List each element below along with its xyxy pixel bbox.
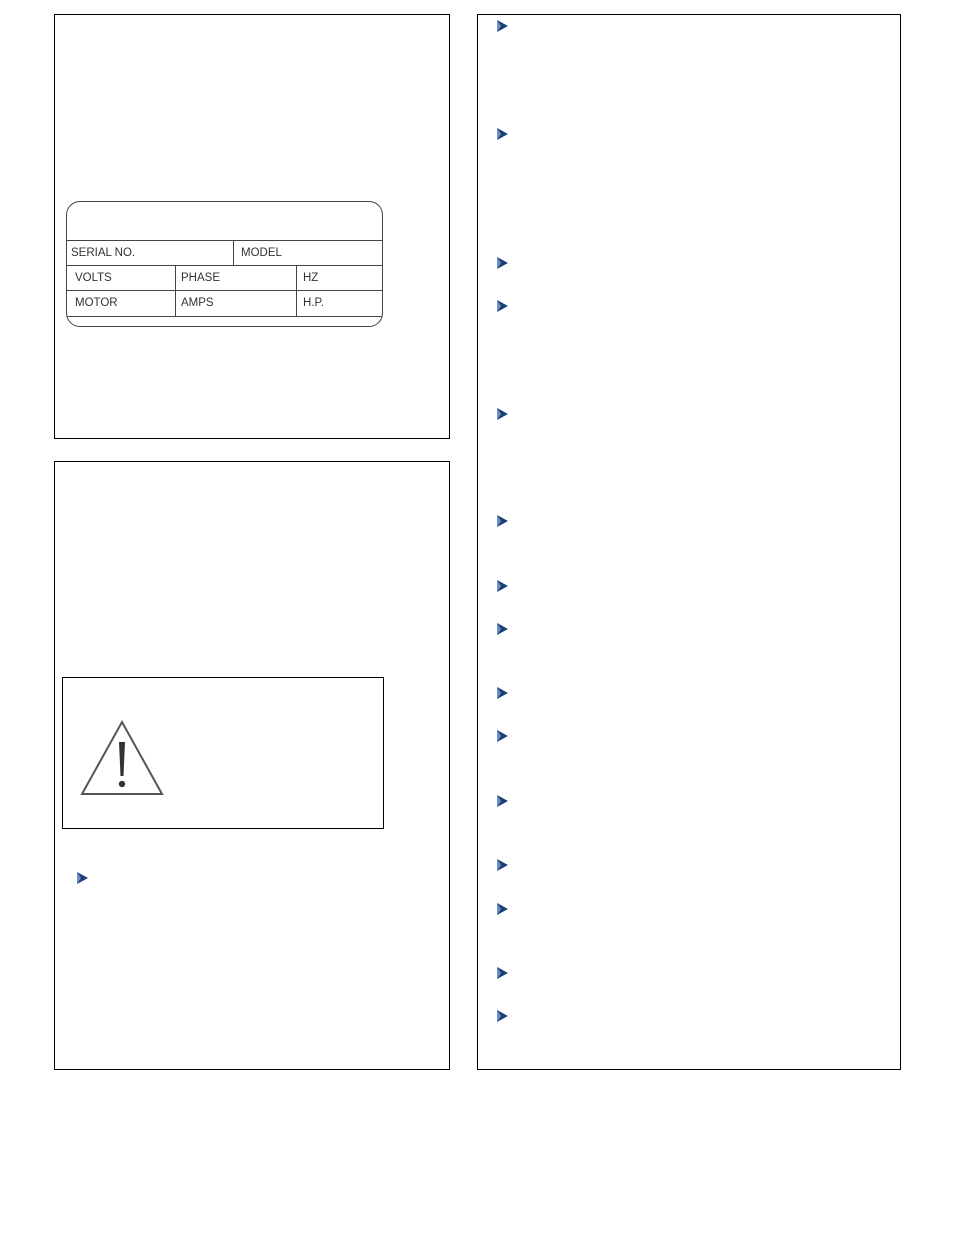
- cell-divider: [233, 241, 234, 266]
- arrow-bullet-icon: [495, 729, 509, 743]
- cell-divider: [175, 266, 176, 291]
- volts-label: VOLTS: [75, 272, 112, 284]
- arrow-bullet-icon: [495, 127, 509, 141]
- model-label: MODEL: [241, 247, 282, 259]
- nameplate-row-serial: [67, 240, 382, 266]
- amps-label: AMPS: [181, 297, 214, 309]
- arrow-bullet-icon: [495, 256, 509, 270]
- arrow-bullet-icon: [495, 579, 509, 593]
- arrow-bullet-icon: [495, 514, 509, 528]
- caution-box: [62, 677, 384, 829]
- arrow-bullet-icon: [495, 686, 509, 700]
- hp-label: H.P.: [303, 297, 324, 309]
- cell-divider: [296, 291, 297, 316]
- arrow-bullet-icon: [495, 858, 509, 872]
- phase-label: PHASE: [181, 272, 220, 284]
- arrow-bullet-icon: [495, 407, 509, 421]
- arrow-bullet-icon: [75, 871, 89, 885]
- arrow-bullet-icon: [495, 299, 509, 313]
- safety-section: [54, 461, 450, 1070]
- nameplate-section: [54, 14, 450, 439]
- arrow-bullet-icon: [495, 19, 509, 33]
- warning-triangle-icon: [79, 718, 165, 798]
- arrow-bullet-icon: [495, 902, 509, 916]
- arrow-bullet-icon: [495, 1009, 509, 1023]
- serial-no-label: SERIAL NO.: [71, 247, 136, 259]
- cell-divider: [296, 266, 297, 291]
- cell-divider: [175, 291, 176, 316]
- nameplate-diagram: [66, 201, 383, 327]
- nameplate-row-volts: [67, 265, 382, 291]
- arrow-bullet-icon: [495, 622, 509, 636]
- hz-label: HZ: [303, 272, 319, 284]
- arrow-bullet-icon: [495, 794, 509, 808]
- bullet-list-section: [477, 14, 901, 1070]
- motor-label: MOTOR: [75, 297, 118, 309]
- arrow-bullet-icon: [495, 966, 509, 980]
- nameplate-row-motor: [67, 290, 382, 317]
